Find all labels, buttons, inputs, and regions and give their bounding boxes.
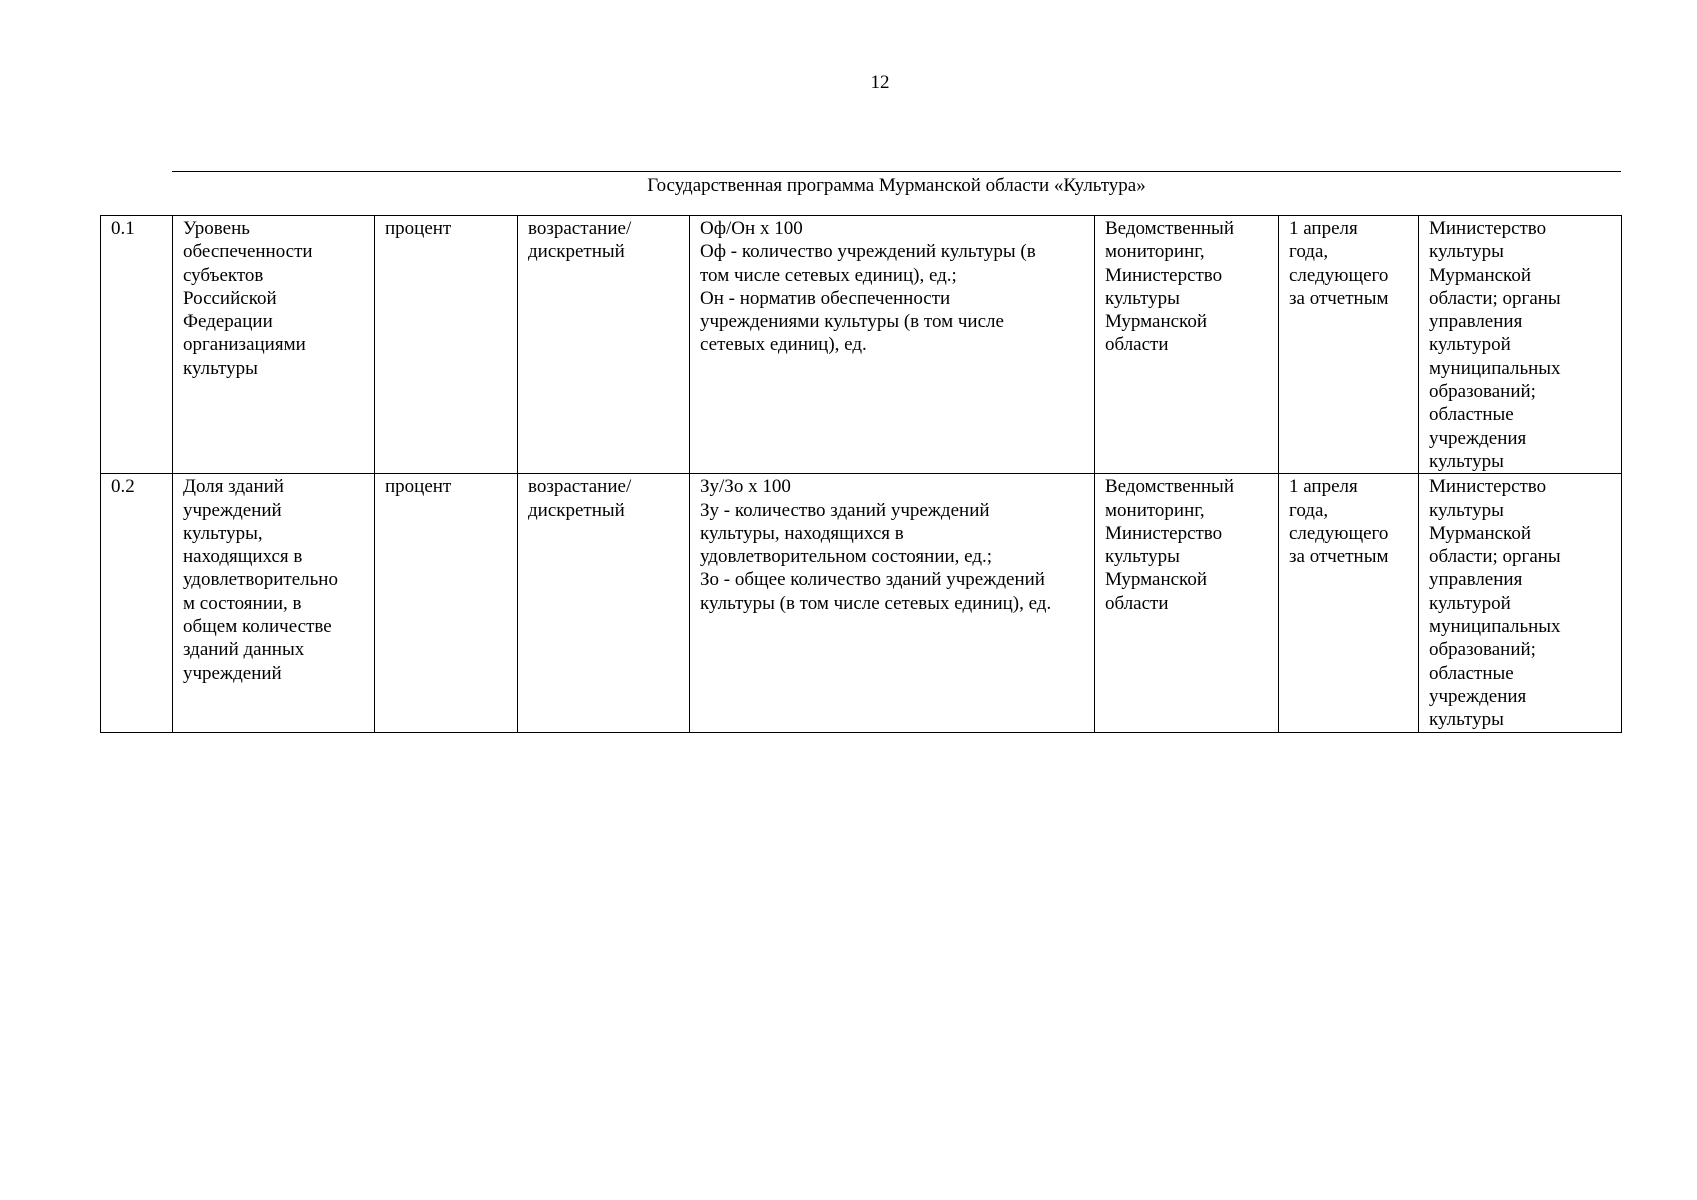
deadline-line: следующего xyxy=(1289,522,1389,544)
responsible-line: учреждения xyxy=(1429,427,1527,449)
indicator-name-line: учреждений xyxy=(183,662,282,684)
responsible-line: культуры xyxy=(1429,241,1504,263)
indicator-name-line: Уровень xyxy=(183,218,250,239)
source-line: области xyxy=(1105,592,1169,614)
responsible-line: областные xyxy=(1429,662,1514,684)
page-number: 12 xyxy=(870,72,890,93)
table-row xyxy=(101,474,1622,732)
indicator-name-line: учреждений xyxy=(183,499,282,521)
indicator-name-line: зданий данных xyxy=(183,639,305,661)
source-line: мониторинг, xyxy=(1105,241,1205,263)
source-line: Министерство xyxy=(1105,522,1223,544)
responsible-cell xyxy=(1419,216,1622,474)
trend-line: возрастание/ xyxy=(528,476,632,498)
unit-cell xyxy=(375,216,518,474)
responsible-cell xyxy=(1419,474,1622,732)
responsible-line: культуры xyxy=(1429,499,1504,521)
source-line: Ведомственный xyxy=(1105,476,1234,498)
trend-line: дискретный xyxy=(528,241,625,263)
responsible-line: Мурманской xyxy=(1429,522,1531,544)
formula-line: культуры, находящихся в xyxy=(700,522,904,544)
responsible-line: культурой xyxy=(1429,592,1511,614)
responsible-line: образований; xyxy=(1429,381,1536,403)
formula-line: Оф/Он х 100 xyxy=(700,218,803,239)
formula-line: Он - норматив обеспеченности xyxy=(700,287,951,309)
formula-line: том числе сетевых единиц), ед.; xyxy=(700,264,957,286)
responsible-line: управления xyxy=(1429,311,1523,333)
deadline-line: 1 апреля xyxy=(1289,218,1358,239)
deadline-cell xyxy=(1279,216,1419,474)
row-number-text: 0.2 xyxy=(111,476,135,498)
indicator-name-line: общем количестве xyxy=(183,616,332,638)
indicator-name-line: находящихся в xyxy=(183,546,303,568)
deadline-line: за отчетным xyxy=(1289,546,1389,568)
unit-text: процент xyxy=(385,476,452,498)
responsible-line: образований; xyxy=(1429,639,1536,661)
responsible-line: культурой xyxy=(1429,334,1511,356)
responsible-line: учреждения xyxy=(1429,685,1527,707)
indicators-table xyxy=(100,215,1622,733)
indicator-name-line: удовлетворительно xyxy=(183,569,338,591)
responsible-line: области; органы xyxy=(1429,546,1561,568)
source-cell xyxy=(1095,474,1279,732)
indicator-name-line: обеспеченности xyxy=(183,241,313,263)
section-divider xyxy=(172,171,1621,172)
indicator-name-line: Федерации xyxy=(183,311,273,333)
unit-cell xyxy=(375,474,518,732)
trend-cell xyxy=(518,216,690,474)
source-line: Мурманской xyxy=(1105,569,1207,591)
formula-line: удовлетворительном состоянии, ед.; xyxy=(700,546,993,568)
formula-line: Зо - общее количество зданий учреждений xyxy=(700,569,1045,591)
deadline-cell xyxy=(1279,474,1419,732)
formula-line: Зу/Зо х 100 xyxy=(700,476,791,498)
deadline-line: года, xyxy=(1289,241,1329,263)
indicator-name-line: субъектов xyxy=(183,264,264,286)
indicator-name-line: организациями xyxy=(183,334,306,356)
row-number-cell xyxy=(101,216,173,474)
source-line: культуры xyxy=(1105,546,1180,568)
deadline-line: 1 апреля xyxy=(1289,476,1358,498)
source-line: области xyxy=(1105,334,1169,356)
responsible-line: культуры xyxy=(1429,450,1504,472)
trend-cell xyxy=(518,474,690,732)
row-number-cell xyxy=(101,474,173,732)
formula-line: сетевых единиц), ед. xyxy=(700,334,867,356)
indicator-name-line: Доля зданий xyxy=(183,476,284,498)
indicator-name-line: Российской xyxy=(183,287,277,309)
formula-line: культуры (в том числе сетевых единиц), ед. xyxy=(700,592,1052,614)
section-title: Государственная программа Мурманской области «Культура» xyxy=(647,175,1146,196)
responsible-line: управления xyxy=(1429,569,1523,591)
trend-line: возрастание/ xyxy=(528,218,632,239)
source-cell xyxy=(1095,216,1279,474)
source-line: Министерство xyxy=(1105,264,1223,286)
formula-cell xyxy=(690,216,1095,474)
indicator-name-line: культуры xyxy=(183,357,258,379)
deadline-line: за отчетным xyxy=(1289,287,1389,309)
deadline-line: следующего xyxy=(1289,264,1389,286)
responsible-line: областные xyxy=(1429,404,1514,426)
responsible-line: Министерство xyxy=(1429,218,1547,239)
responsible-line: муниципальных xyxy=(1429,616,1561,638)
responsible-line: культуры xyxy=(1429,709,1504,731)
indicator-name-cell xyxy=(173,474,375,732)
source-line: мониторинг, xyxy=(1105,499,1205,521)
source-line: Ведомственный xyxy=(1105,218,1234,239)
responsible-line: Мурманской xyxy=(1429,264,1531,286)
indicator-name-line: м состоянии, в xyxy=(183,592,302,614)
formula-line: Оф - количество учреждений культуры (в xyxy=(700,241,1036,263)
table-row xyxy=(101,216,1622,474)
responsible-line: области; органы xyxy=(1429,287,1561,309)
indicator-name-line: культуры, xyxy=(183,522,263,544)
unit-text: процент xyxy=(385,218,452,239)
responsible-line: Министерство xyxy=(1429,476,1547,498)
trend-line: дискретный xyxy=(528,499,625,521)
responsible-line: муниципальных xyxy=(1429,357,1561,379)
indicator-name-cell xyxy=(173,216,375,474)
row-number-text: 0.1 xyxy=(111,218,135,239)
formula-cell xyxy=(690,474,1095,732)
deadline-line: года, xyxy=(1289,499,1329,521)
source-line: Мурманской xyxy=(1105,311,1207,333)
formula-line: учреждениями культуры (в том числе xyxy=(700,311,1004,333)
formula-line: Зу - количество зданий учреждений xyxy=(700,499,990,521)
source-line: культуры xyxy=(1105,287,1180,309)
